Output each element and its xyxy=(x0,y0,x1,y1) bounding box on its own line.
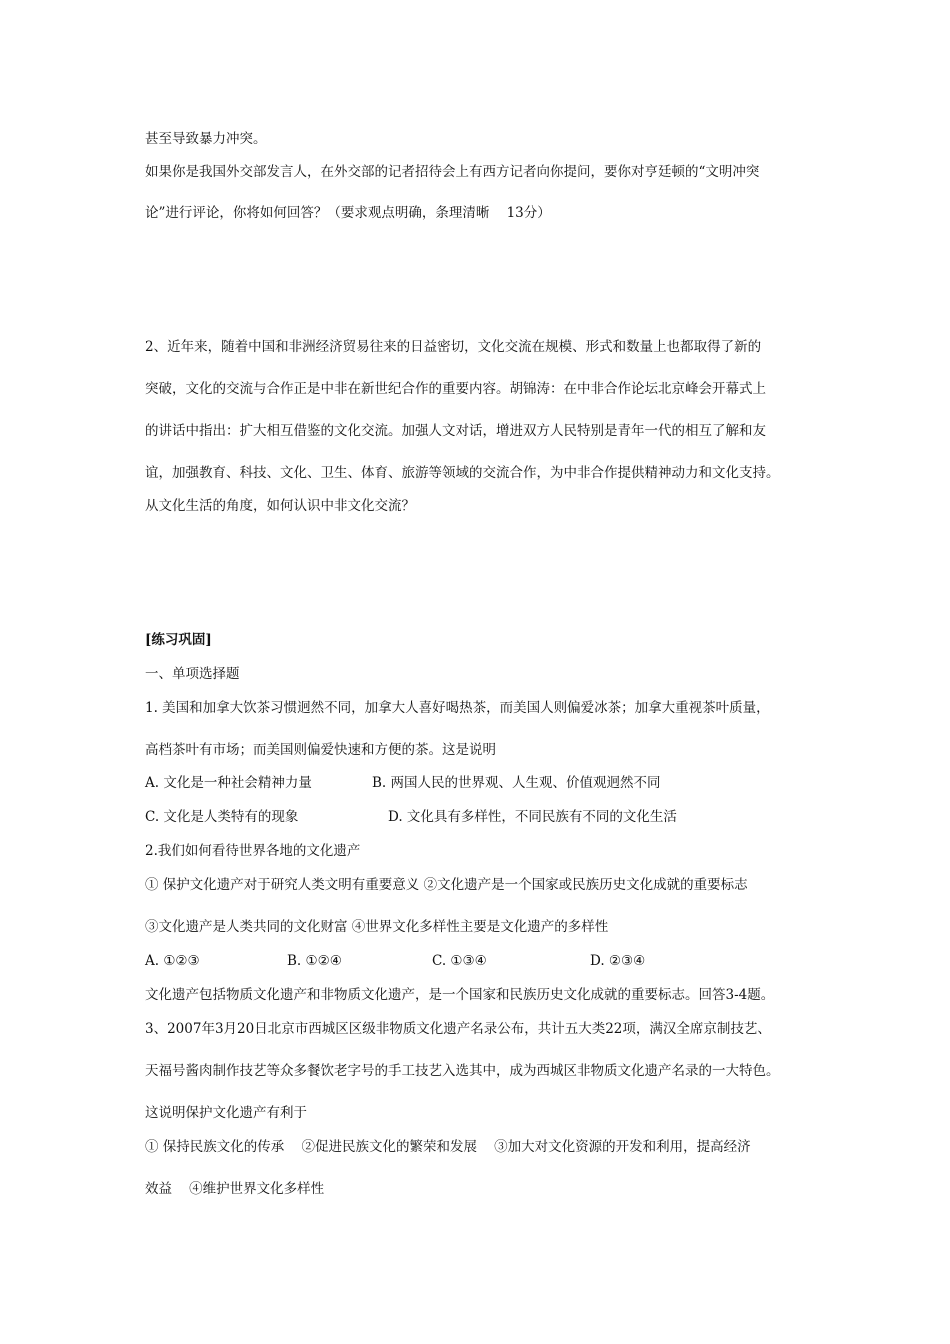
intro-line-2: 如果你是我国外交部发言人，在外交部的记者招待会上有西方记者向你提问，要你对亨廷顿的“文明冲突 xyxy=(145,164,760,180)
q2-option-a: A. ①②③ xyxy=(145,953,200,969)
practice-heading: [练习巩固] xyxy=(145,632,212,648)
q2-line-3: 的讲话中指出：扩大相互借鉴的文化交流。加强人文对话，增进双方人民特别是青年一代的相互了解和友 xyxy=(145,423,766,439)
section-title: 一、单项选择题 xyxy=(145,666,240,682)
q3-items-line-1: ① 保持民族文化的传承 ②促进民族文化的繁荣和发展 ③加大对文化资源的开发和利用，提高经济 xyxy=(145,1139,751,1155)
q1-option-d: D. 文化具有多样性，不同民族有不同的文化生活 xyxy=(388,809,677,825)
q2-line-5: 从文化生活的角度，如何认识中非文化交流？ xyxy=(145,498,415,514)
q1-option-b: B. 两国人民的世界观、人生观、价值观迥然不同 xyxy=(372,775,661,791)
q3-stem-line-1: 3、2007年3月20日北京市西城区区级非物质文化遗产名录公布，共计五大类22项，满汉全席京制技艺、 xyxy=(145,1021,771,1037)
intro-line-3: 论”进行评论，你将如何回答？（要求观点明确，条理清晰 13分） xyxy=(145,205,551,221)
q2-option-c: C. ①③④ xyxy=(432,953,487,969)
intro-line-1: 甚至导致暴力冲突。 xyxy=(145,131,267,147)
q2-line-4: 谊，加强教育、科技、文化、卫生、体育、旅游等领域的交流合作，为中非合作提供精神动力和文化支持。 xyxy=(145,465,780,481)
q34-intro: 文化遗产包括物质文化遗产和非物质文化遗产，是一个国家和民族历史文化成就的重要标志。回答3-4题。 xyxy=(145,987,775,1003)
q2-stem: 2.我们如何看待世界各地的文化遗产 xyxy=(145,843,361,859)
q2-line-2: 突破，文化的交流与合作正是中非在新世纪合作的重要内容。胡锦涛：在中非合作论坛北京峰会开幕式上 xyxy=(145,381,766,397)
q1-option-a: A. 文化是一种社会精神力量 xyxy=(145,775,312,791)
q3-stem-line-2: 天福号酱肉制作技艺等众多餐饮老字号的手工技艺入选其中，成为西城区非物质文化遗产名录的一大特色。 xyxy=(145,1063,780,1079)
q3-items-line-2: 效益 ④维护世界文化多样性 xyxy=(145,1181,325,1197)
q2-option-b: B. ①②④ xyxy=(287,953,342,969)
q1-stem-line-1: 1. 美国和加拿大饮茶习惯迥然不同，加拿大人喜好喝热茶，而美国人则偏爱冰茶；加拿大重视茶叶质量， xyxy=(145,700,770,716)
q2-items-line-2: ③文化遗产是人类共同的文化财富 ④世界文化多样性主要是文化遗产的多样性 xyxy=(145,919,609,935)
q2-items-line-1: ① 保护文化遗产对于研究人类文明有重要意义 ②文化遗产是一个国家或民族历史文化成就的重要标志 xyxy=(145,877,748,893)
q2-line-1: 2、近年来，随着中国和非洲经济贸易往来的日益密切，文化交流在规模、形式和数量上也都取得了新的 xyxy=(145,339,762,355)
q1-option-c: C. 文化是人类特有的现象 xyxy=(145,809,299,825)
q3-stem-line-3: 这说明保护文化遗产有利于 xyxy=(145,1105,307,1121)
q2-option-d: D. ②③④ xyxy=(590,953,646,969)
q1-stem-line-2: 高档茶叶有市场；而美国则偏爱快速和方便的茶。这是说明 xyxy=(145,742,496,758)
